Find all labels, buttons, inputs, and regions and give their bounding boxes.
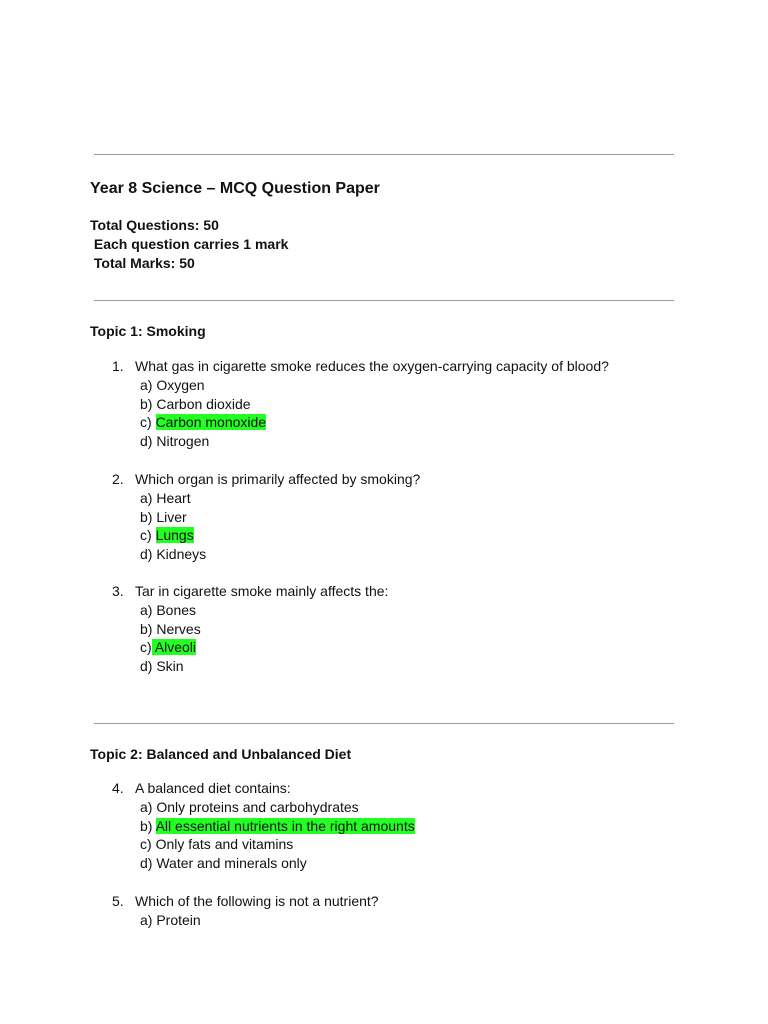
option-letter: d) bbox=[140, 433, 157, 450]
option-letter: b) bbox=[140, 620, 157, 637]
answer-option bbox=[112, 413, 609, 432]
question-number: 4. bbox=[112, 780, 124, 796]
option-letter: a) bbox=[140, 798, 157, 815]
option-letter: d) bbox=[140, 855, 157, 872]
option-text: Nerves bbox=[156, 620, 201, 637]
option-text: Water and minerals only bbox=[156, 855, 307, 872]
correct-answer-highlight: Carbon monoxide bbox=[155, 414, 267, 431]
marks-per-question: Each question carries 1 mark bbox=[90, 236, 289, 252]
question-text: What gas in cigarette smoke reduces the oxygen-carrying capacity of blood? bbox=[135, 358, 609, 374]
option-letter: c) bbox=[140, 639, 152, 656]
question-4 bbox=[112, 779, 415, 873]
question-text: Which organ is primarily affected by smoking? bbox=[135, 471, 421, 487]
correct-answer-highlight: Alveoli bbox=[151, 639, 197, 656]
option-letter: a) bbox=[140, 601, 157, 618]
option-letter: b) bbox=[140, 817, 156, 834]
answer-option bbox=[112, 601, 388, 620]
option-letter: b) bbox=[140, 395, 157, 412]
answer-option bbox=[112, 376, 609, 395]
option-text: Nitrogen bbox=[156, 433, 210, 450]
answer-option bbox=[112, 395, 609, 414]
question-5 bbox=[112, 892, 379, 930]
answer-option bbox=[112, 798, 415, 817]
option-text: Heart bbox=[156, 489, 191, 506]
answer-option bbox=[112, 638, 388, 657]
correct-answer-highlight: Lungs bbox=[155, 527, 194, 544]
topic-heading: Topic 1: Smoking bbox=[90, 323, 206, 339]
question-3 bbox=[112, 582, 388, 676]
answer-option bbox=[112, 835, 415, 854]
option-text: Skin bbox=[156, 658, 184, 675]
option-text: Only proteins and carbohydrates bbox=[156, 798, 359, 815]
question-1 bbox=[112, 357, 609, 451]
page-title: Year 8 Science – MCQ Question Paper bbox=[90, 180, 380, 197]
question-number: 1. bbox=[112, 358, 124, 374]
answer-option bbox=[112, 620, 388, 639]
option-letter: a) bbox=[140, 911, 157, 928]
horizontal-rule bbox=[94, 154, 674, 155]
answer-option bbox=[112, 911, 379, 930]
option-text: Liver bbox=[156, 508, 187, 525]
question-text: Tar in cigarette smoke mainly affects the: bbox=[135, 583, 389, 599]
total-marks: Total Marks: 50 bbox=[90, 255, 195, 271]
answer-option bbox=[112, 854, 415, 873]
question-text: Which of the following is not a nutrient? bbox=[135, 893, 379, 909]
option-text: Carbon dioxide bbox=[156, 395, 251, 412]
horizontal-rule bbox=[94, 723, 674, 724]
answer-option bbox=[112, 432, 609, 451]
question-2 bbox=[112, 470, 420, 564]
option-letter: b) bbox=[140, 508, 157, 525]
answer-option bbox=[112, 526, 420, 545]
option-letter: d) bbox=[140, 658, 157, 675]
option-text: Bones bbox=[156, 601, 197, 618]
answer-option bbox=[112, 545, 420, 564]
answer-option bbox=[112, 489, 420, 508]
option-text: Protein bbox=[156, 911, 201, 928]
horizontal-rule bbox=[94, 300, 674, 301]
option-letter: c) bbox=[140, 836, 156, 853]
option-text: Oxygen bbox=[156, 376, 205, 393]
question-number: 5. bbox=[112, 893, 124, 909]
option-text: Only fats and vitamins bbox=[155, 836, 294, 853]
answer-option bbox=[112, 657, 388, 676]
correct-answer-highlight: All essential nutrients in the right amounts bbox=[155, 817, 415, 834]
question-text: A balanced diet contains: bbox=[135, 780, 291, 796]
option-letter: c) bbox=[140, 527, 156, 544]
option-letter: c) bbox=[140, 414, 156, 431]
question-number: 3. bbox=[112, 583, 124, 599]
option-letter: d) bbox=[140, 546, 157, 563]
answer-option bbox=[112, 508, 420, 527]
option-text: Kidneys bbox=[156, 546, 207, 563]
option-letter: a) bbox=[140, 489, 157, 506]
total-questions: Total Questions: 50 bbox=[90, 217, 219, 233]
question-number: 2. bbox=[112, 471, 124, 487]
paper-info bbox=[90, 216, 288, 273]
option-letter: a) bbox=[140, 376, 157, 393]
topic-heading: Topic 2: Balanced and Unbalanced Diet bbox=[90, 746, 352, 762]
answer-option bbox=[112, 817, 415, 836]
